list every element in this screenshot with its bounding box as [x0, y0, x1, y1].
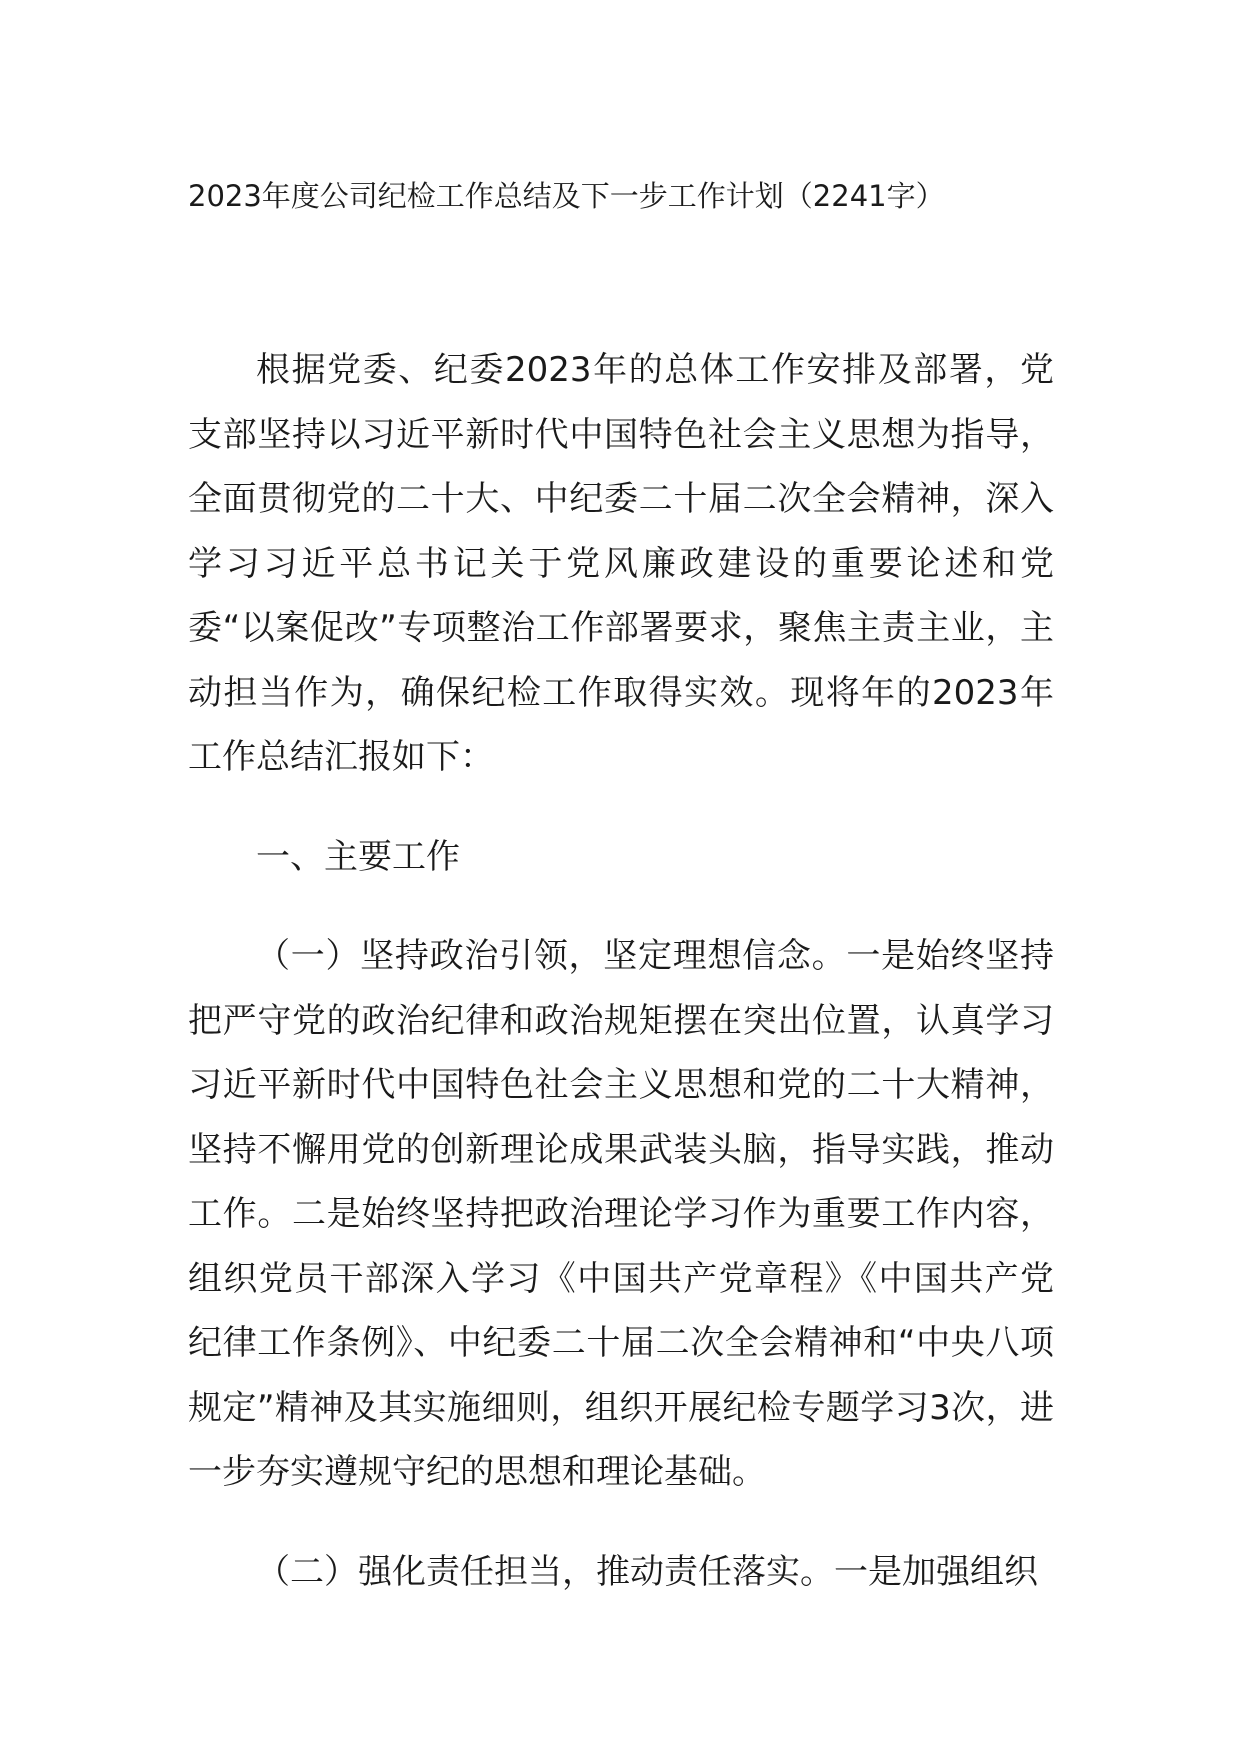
section-heading: 一、主要工作: [256, 836, 460, 877]
intro-paragraph: 根据党委、纪委2023年的总体工作安排及部署，党支部坚持以习近平新时代中国特色社会主义思想为指导，全面贯彻党的二十大、中纪委二十届二次全会精神，深入学习习近平总书记关于党风廉政建设的重要论述和党委“以案促改”专项整治工作部署要求，聚焦主责主业，主动担当作为，确保纪检工作取得实效。现将年的2023年工作总结汇报如下：: [188, 350, 1054, 777]
document-title: 2023年度公司纪检工作总结及下一步工作计划（2241字）: [188, 179, 945, 213]
section-2-paragraph: （二）强化责任担当，推动责任落实。一是加强组织: [256, 1551, 1038, 1592]
document-body: [188, 338, 1054, 1639]
section-1-paragraph: （一）坚持政治引领，坚定理想信念。一是始终坚持把严守党的政治纪律和政治规矩摆在突出位置，认真学习习近平新时代中国特色社会主义思想和党的二十大精神，坚持不懈用党的创新理论成果武装头脑，指导实践，推动工作。二是始终坚持把政治理论学习作为重要工作内容，组织党员干部深入学习《中国共产党章程》《中国共产党纪律工作条例》、中纪委二十届二次全会精神和“中央八项规定”精神及其实施细则，组织开展纪检专题学习3次，进一步夯实遵规守纪的思想和理论基础。: [188, 936, 1054, 1492]
